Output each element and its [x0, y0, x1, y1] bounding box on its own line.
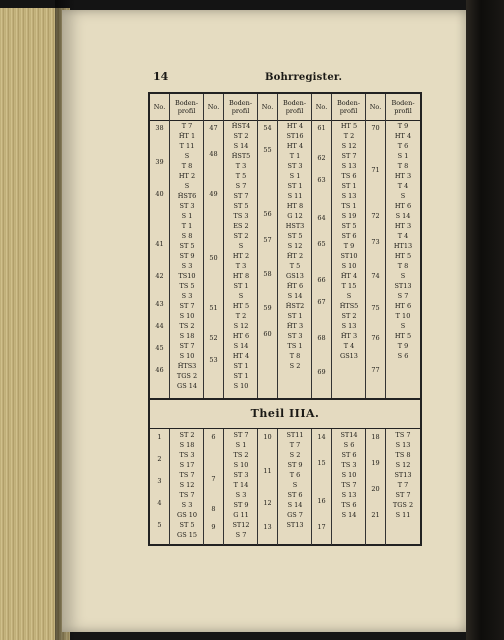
profile-entry: HT 8: [286, 202, 304, 210]
profile-entry: ST 2: [179, 431, 195, 439]
bore-number: 21: [371, 511, 380, 519]
profile-entry: ST 1: [233, 372, 249, 380]
header-no: No.: [366, 94, 386, 120]
profile-entry: ST 7: [395, 491, 411, 499]
profile-entry: S: [292, 481, 298, 489]
profile-entry: T 4: [397, 232, 409, 240]
profile-entry: ST13: [394, 471, 412, 479]
profile-entry: TS 8: [395, 451, 411, 459]
bore-number: 16: [317, 497, 326, 505]
profile-entry: ĤT 6: [286, 282, 304, 290]
bore-number: 39: [155, 158, 164, 166]
header-profile: Boden-profil: [391, 99, 415, 115]
bore-number: 73: [371, 238, 380, 246]
bore-number: 46: [155, 366, 164, 374]
profile-column: [224, 120, 258, 398]
profile-entry: TS 7: [395, 431, 411, 439]
profile-entry: S 2: [289, 451, 301, 459]
profile-entry: ĤTS5: [339, 302, 359, 310]
profile-entry: S: [184, 152, 190, 160]
profile-entry: T 14: [233, 481, 249, 489]
profile-column: [170, 120, 204, 398]
profile-entry: S 14: [233, 342, 249, 350]
profile-entry: HT 5: [394, 252, 412, 260]
header-no: No.: [258, 94, 278, 120]
profile-entry: T 11: [179, 142, 195, 150]
profile-entry: ĤST5: [231, 152, 251, 160]
profile-entry: ST 5: [287, 232, 303, 240]
profile-entry: T 7: [181, 122, 193, 130]
profile-entry: ST 7: [341, 152, 357, 160]
profile-entry: T 15: [341, 282, 357, 290]
bore-number: 62: [317, 154, 326, 162]
profile-column: [332, 429, 366, 545]
profile-entry: ĤT 2: [286, 252, 304, 260]
profile-entry: T 4: [343, 342, 355, 350]
bore-number: 49: [209, 190, 218, 198]
bore-number: 56: [263, 210, 272, 218]
bore-number: 53: [209, 356, 218, 364]
bore-number: 9: [211, 523, 216, 531]
profile-entry: T 10: [395, 312, 411, 320]
profile-entry: TGS 2: [392, 501, 414, 509]
profile-entry: S 18: [179, 441, 195, 449]
profile-entry: ST 3: [287, 162, 303, 170]
bore-number: 12: [263, 499, 272, 507]
profile-entry: ST 6: [341, 451, 357, 459]
bore-number: 11: [263, 467, 272, 475]
profile-entry: S 7: [235, 182, 247, 190]
profile-entry: ST 6: [341, 232, 357, 240]
profile-entry: T 7: [397, 481, 409, 489]
profile-entry: S 13: [341, 162, 357, 170]
profile-entry: G 12: [287, 212, 303, 220]
profile-entry: S: [400, 192, 406, 200]
bore-number: 2: [157, 455, 162, 463]
profile-entry: T 2: [343, 132, 355, 140]
profile-entry: HT 2: [178, 172, 196, 180]
profile-entry: ST11: [286, 431, 304, 439]
number-column: [258, 429, 278, 545]
number-column: [366, 120, 386, 398]
bore-number: 45: [155, 344, 164, 352]
profile-entry: S 1: [397, 152, 409, 160]
bore-number: 50: [209, 254, 218, 262]
profile-entry: S 1: [181, 212, 193, 220]
profile-entry: ST10: [340, 252, 358, 260]
profile-entry: S 1: [289, 172, 301, 180]
profile-entry: HT 6: [232, 332, 250, 340]
profile-entry: T 3: [235, 162, 247, 170]
profile-entry: ST 9: [179, 252, 195, 260]
bore-number: 41: [155, 240, 164, 248]
profile-entry: T 9: [343, 242, 355, 250]
bore-number: 38: [155, 124, 164, 132]
bore-number: 69: [317, 368, 326, 376]
profile-entry: T 2: [235, 312, 247, 320]
profile-entry: HT 6: [394, 202, 412, 210]
profile-entry: TS 6: [341, 501, 357, 509]
profile-entry: TS 3: [233, 212, 249, 220]
profile-entry: T 5: [235, 172, 247, 180]
bore-number: 52: [209, 334, 218, 342]
bore-number: 77: [371, 366, 380, 374]
profile-entry: S 14: [233, 142, 249, 150]
profile-column: [278, 120, 312, 398]
profile-entry: S 14: [341, 511, 357, 519]
profile-entry: S: [238, 292, 244, 300]
bore-number: 57: [263, 236, 272, 244]
bore-number: 44: [155, 322, 164, 330]
profile-entry: ST 2: [341, 312, 357, 320]
profile-column: [224, 429, 258, 545]
bore-number: 66: [317, 276, 326, 284]
bore-number: 54: [263, 124, 272, 132]
profile-entry: S 10: [341, 471, 357, 479]
header-no: No.: [312, 94, 332, 120]
profile-entry: TS 3: [179, 451, 195, 459]
profile-entry: ĤT 4: [340, 272, 358, 280]
profile-entry: ST14: [340, 431, 358, 439]
profile-entry: TS10: [178, 272, 196, 280]
profile-entry: TS 7: [341, 481, 357, 489]
bore-number: 51: [209, 304, 218, 312]
profile-entry: ST 9: [287, 461, 303, 469]
number-column: [258, 120, 278, 398]
profile-entry: ST 7: [179, 302, 195, 310]
profile-entry: TS 7: [179, 471, 195, 479]
bore-number: 75: [371, 304, 380, 312]
profile-entry: S 6: [343, 441, 355, 449]
profile-entry: S 3: [181, 262, 193, 270]
bore-number: 70: [371, 124, 380, 132]
bore-number: 64: [317, 214, 326, 222]
number-column: [204, 120, 224, 398]
profile-entry: S 3: [181, 292, 193, 300]
profile-entry: ST13: [394, 282, 412, 290]
header-profile: Boden-profil: [224, 94, 258, 120]
profile-entry: T 9: [397, 122, 409, 130]
profile-entry: ĤT 3: [340, 332, 358, 340]
profile-entry: S 3: [235, 491, 247, 499]
bore-number: 1: [157, 433, 162, 441]
profile-entry: S 13: [395, 441, 411, 449]
profile-entry: S 11: [287, 192, 303, 200]
profile-column: [170, 429, 204, 545]
bore-number: 58: [263, 270, 272, 278]
profile-entry: ST 5: [341, 222, 357, 230]
profile-column: [332, 120, 366, 398]
profile-entry: ST 1: [233, 282, 249, 290]
number-column: [312, 429, 332, 545]
section-2-title: Theil IIIA.: [250, 406, 320, 420]
bore-number: 14: [317, 433, 326, 441]
profile-entry: S 12: [179, 481, 195, 489]
profile-entry: S 12: [287, 242, 303, 250]
profile-entry: S 10: [341, 262, 357, 270]
profile-entry: HT 5: [232, 302, 250, 310]
profile-entry: ĤT 1: [178, 132, 196, 140]
profile-entry: S 19: [341, 212, 357, 220]
profile-entry: ĤTS3: [177, 362, 197, 370]
profile-entry: G 11: [233, 511, 249, 519]
profile-entry: S 3: [181, 501, 193, 509]
header-no: No.: [150, 94, 170, 120]
running-header: Bohrregister.: [265, 72, 343, 83]
bore-register-table: [148, 92, 422, 546]
profile-entry: GS 7: [287, 511, 303, 519]
section-2-body: [150, 428, 420, 545]
bore-number: 68: [317, 334, 326, 342]
profile-column: [386, 120, 420, 398]
profile-entry: S 13: [341, 322, 357, 330]
header-profile: Boden-profil: [332, 94, 366, 120]
profile-entry: T 1: [289, 152, 301, 160]
profile-column: [278, 429, 312, 545]
header-profile: Boden-profil: [278, 94, 312, 120]
profile-entry: S: [400, 272, 406, 280]
bore-number: 13: [263, 523, 272, 531]
section-1-body: [150, 120, 420, 400]
profile-entry: ST16: [286, 132, 304, 140]
bore-number: 6: [211, 433, 216, 441]
book-spine: [466, 0, 504, 640]
profile-entry: T 7: [289, 441, 301, 449]
profile-entry: ES 2: [233, 222, 249, 230]
header-profile: Boden-profil: [170, 94, 204, 120]
profile-entry: T 1: [181, 222, 193, 230]
profile-entry: S 10: [233, 382, 249, 390]
profile-entry: HT 4: [394, 132, 412, 140]
bore-number: 65: [317, 240, 326, 248]
profile-entry: GS13: [340, 352, 358, 360]
profile-entry: ST13: [286, 521, 304, 529]
profile-entry: S 14: [287, 292, 303, 300]
number-column: [204, 429, 224, 545]
profile-entry: HT13: [393, 242, 413, 250]
profile-entry: S 14: [287, 501, 303, 509]
profile-entry: T 8: [289, 352, 301, 360]
profile-entry: ST 3: [287, 332, 303, 340]
profile-entry: ST 5: [179, 521, 195, 529]
bore-number: 71: [371, 166, 380, 174]
profile-entry: HT 6: [394, 302, 412, 310]
profile-entry: S 2: [289, 362, 301, 370]
profile-entry: S 1: [235, 441, 247, 449]
profile-entry: HT 4: [286, 122, 304, 130]
profile-entry: GS 15: [177, 531, 197, 539]
profile-entry: ĤT 3: [286, 322, 304, 330]
profile-entry: S 6: [397, 352, 409, 360]
profile-entry: TS 1: [341, 202, 357, 210]
profile-entry: TS 3: [341, 461, 357, 469]
profile-entry: S: [238, 242, 244, 250]
profile-entry: ST 3: [233, 471, 249, 479]
number-column: [150, 120, 170, 398]
profile-entry: T 8: [397, 162, 409, 170]
profile-entry: T 8: [397, 262, 409, 270]
section-2-title-bar: [150, 398, 420, 428]
profile-entry: S 10: [179, 352, 195, 360]
profile-entry: ST 2: [233, 132, 249, 140]
profile-entry: HT 5: [394, 332, 412, 340]
profile-entry: HST3: [285, 222, 305, 230]
profile-entry: S 12: [341, 142, 357, 150]
profile-entry: S 17: [179, 461, 195, 469]
profile-entry: S 10: [179, 312, 195, 320]
profile-entry: S 10: [233, 461, 249, 469]
profile-entry: TS 1: [287, 342, 303, 350]
profile-entry: HT 4: [286, 142, 304, 150]
profile-entry: GS 14: [177, 382, 197, 390]
profile-entry: GS13: [286, 272, 304, 280]
profile-entry: T 4: [397, 182, 409, 190]
profile-entry: TS 6: [341, 172, 357, 180]
bore-number: 4: [157, 499, 162, 507]
bore-number: 17: [317, 523, 326, 531]
profile-entry: ST 2: [233, 232, 249, 240]
bore-number: 59: [263, 304, 272, 312]
profile-entry: HT 3: [394, 172, 412, 180]
profile-entry: ST 6: [287, 491, 303, 499]
bore-number: 61: [317, 124, 326, 132]
profile-entry: ST12: [232, 521, 250, 529]
profile-entry: T 9: [397, 342, 409, 350]
profile-column: [386, 429, 420, 545]
profile-entry: S 7: [235, 531, 247, 539]
profile-entry: ĤST4: [231, 122, 251, 130]
number-column: [150, 429, 170, 545]
profile-entry: S 18: [179, 332, 195, 340]
profile-entry: TGS 2: [176, 372, 198, 380]
bore-number: 76: [371, 334, 380, 342]
bore-number: 18: [371, 433, 380, 441]
bore-number: 5: [157, 521, 162, 529]
bore-number: 8: [211, 505, 216, 513]
profile-entry: S 13: [341, 491, 357, 499]
profile-entry: S: [400, 322, 406, 330]
bore-number: 47: [209, 124, 218, 132]
profile-entry: HT 3: [394, 222, 412, 230]
bore-number: 43: [155, 300, 164, 308]
bore-number: 42: [155, 272, 164, 280]
profile-entry: ST 7: [233, 431, 249, 439]
profile-entry: HT 2: [232, 252, 250, 260]
number-column: [366, 429, 386, 545]
profile-entry: ST 1: [287, 182, 303, 190]
profile-entry: HT 5: [340, 122, 358, 130]
bore-number: 48: [209, 150, 218, 158]
profile-entry: ĤST6: [177, 192, 197, 200]
profile-entry: S 7: [397, 292, 409, 300]
bore-number: 72: [371, 212, 380, 220]
bore-number: 55: [263, 146, 272, 154]
bore-number: 40: [155, 190, 164, 198]
profile-entry: T 6: [397, 142, 409, 150]
profile-entry: ST 1: [341, 182, 357, 190]
profile-entry: S: [346, 292, 352, 300]
profile-entry: T 5: [289, 262, 301, 270]
profile-entry: S 12: [395, 461, 411, 469]
bore-number: 20: [371, 485, 380, 493]
bore-number: 74: [371, 272, 380, 280]
bore-number: 3: [157, 477, 162, 485]
profile-entry: HT 8: [232, 272, 250, 280]
profile-entry: TS 7: [179, 491, 195, 499]
profile-entry: ST 1: [287, 312, 303, 320]
profile-entry: ĤST2: [285, 302, 305, 310]
page-number: 14: [153, 70, 169, 83]
profile-entry: S 8: [181, 232, 193, 240]
bore-number: 10: [263, 433, 272, 441]
header-no: No.: [204, 94, 224, 120]
profile-entry: ST 3: [179, 202, 195, 210]
bore-number: 15: [317, 459, 326, 467]
profile-entry: ST 7: [233, 192, 249, 200]
bore-number: 60: [263, 330, 272, 338]
profile-entry: ST 9: [233, 501, 249, 509]
profile-entry: ST 1: [233, 362, 249, 370]
profile-entry: S 11: [395, 511, 411, 519]
bore-number: 7: [211, 475, 216, 483]
profile-entry: ST 5: [179, 242, 195, 250]
profile-entry: HT 4: [232, 352, 250, 360]
table-header-row: [150, 94, 420, 121]
profile-entry: TS 2: [179, 322, 195, 330]
profile-entry: ST 5: [233, 202, 249, 210]
profile-entry: S 14: [395, 212, 411, 220]
profile-entry: S 13: [341, 192, 357, 200]
profile-entry: T 8: [181, 162, 193, 170]
profile-entry: T 3: [235, 262, 247, 270]
profile-entry: T 6: [289, 471, 301, 479]
bore-number: 19: [371, 459, 380, 467]
number-column: [312, 120, 332, 398]
profile-entry: GS 10: [177, 511, 197, 519]
bore-number: 67: [317, 298, 326, 306]
profile-entry: S 12: [233, 322, 249, 330]
profile-entry: S: [184, 182, 190, 190]
profile-entry: TS 5: [179, 282, 195, 290]
profile-entry: ST 7: [179, 342, 195, 350]
profile-entry: TS 2: [233, 451, 249, 459]
bore-number: 63: [317, 176, 326, 184]
